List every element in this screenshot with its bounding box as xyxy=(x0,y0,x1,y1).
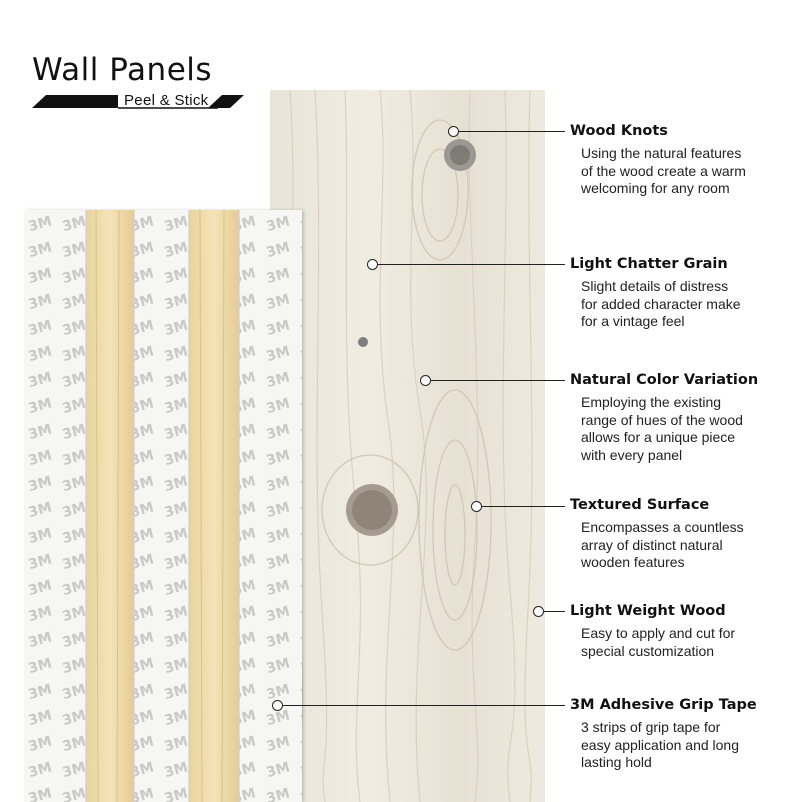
leader-chatter-grain xyxy=(378,264,565,265)
feature-title: Natural Color Variation xyxy=(570,372,759,388)
leader-wood-knots xyxy=(459,131,565,132)
feature-title: Light Weight Wood xyxy=(570,603,726,619)
marker-grip-tape xyxy=(272,700,283,711)
feature-textured-surface xyxy=(570,497,790,572)
feature-description: Using the natural features of the wood create a warm welcoming for any room xyxy=(581,145,746,196)
feature-wood-knots xyxy=(570,123,790,198)
wood-grain-texture xyxy=(270,90,545,802)
adhesive-tape-strips xyxy=(24,210,302,802)
marker-chatter-grain xyxy=(367,259,378,270)
wood-panel-back xyxy=(24,210,302,802)
leader-grip-tape xyxy=(283,705,565,706)
feature-color-variation xyxy=(570,372,790,464)
feature-light-weight xyxy=(570,603,790,660)
wood-panel-front xyxy=(270,90,545,802)
feature-description: Easy to apply and cut for special customization xyxy=(581,625,736,659)
feature-description: Slight details of distress for added character make for a vintage feel xyxy=(581,278,741,329)
marker-wood-knots xyxy=(448,126,459,137)
feature-title: Textured Surface xyxy=(570,497,710,513)
leader-textured-surface xyxy=(482,506,565,507)
logo-subtitle: Peel & Stick xyxy=(124,92,209,109)
marker-textured-surface xyxy=(471,501,482,512)
feature-description: Encompasses a countless array of distinct natural wooden features xyxy=(581,519,744,570)
marker-light-weight xyxy=(533,606,544,617)
logo-title: Wall Panels xyxy=(32,52,213,88)
brand-logo xyxy=(32,52,252,116)
feature-description: Employing the existing range of hues of the wood allows for a unique piece with every panel xyxy=(581,394,743,463)
leader-light-weight xyxy=(544,611,565,612)
feature-chatter-grain xyxy=(570,256,790,331)
feature-title: 3M Adhesive Grip Tape xyxy=(570,697,757,713)
feature-description: 3 strips of grip tape for easy application and long lasting hold xyxy=(581,719,740,770)
feature-title: Light Chatter Grain xyxy=(570,256,728,272)
leader-color-variation xyxy=(431,380,565,381)
feature-title: Wood Knots xyxy=(570,123,668,139)
marker-color-variation xyxy=(420,375,431,386)
feature-grip-tape xyxy=(570,697,790,772)
